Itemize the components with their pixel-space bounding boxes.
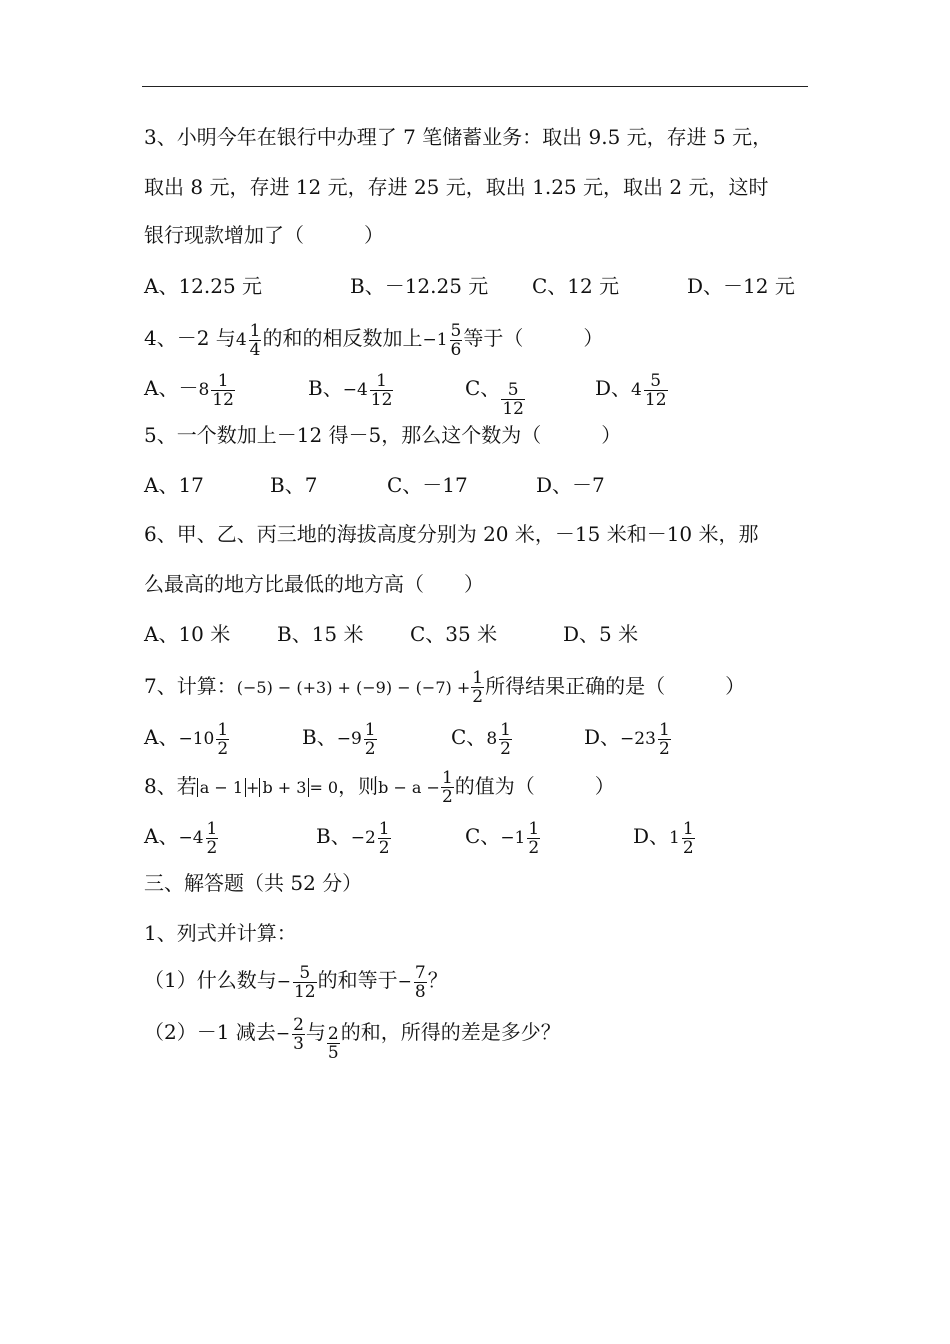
s1-p2-f1-den: 3 bbox=[293, 1033, 304, 1054]
q7-prefix: 7、计算： bbox=[144, 674, 237, 698]
s1-p1-f1-num: 5 bbox=[299, 962, 311, 983]
q8-option-d-whole: 1 bbox=[669, 828, 680, 848]
q3-line3: 银行现款增加了（ ） bbox=[144, 223, 384, 247]
s1-p1-f2-num: 7 bbox=[414, 962, 426, 983]
s1-part-2 bbox=[144, 1012, 561, 1062]
q6-line2: 么最高的地方比最低的地方高（ ） bbox=[144, 572, 484, 596]
q6-line1: 6、甲、乙、丙三地的海拔高度分别为 20 米，－15 米和－10 米，那 bbox=[144, 522, 759, 546]
q8-then: ，则 bbox=[338, 774, 379, 798]
q8-stem bbox=[144, 766, 615, 808]
q4-mixed-1-num: 1 bbox=[249, 320, 261, 341]
q4-option-c-den: 12 bbox=[502, 399, 524, 419]
q7-option-a bbox=[144, 717, 230, 759]
q8-option-a-num: 1 bbox=[206, 818, 218, 839]
q8-suffix: 的值为（ ） bbox=[454, 774, 615, 798]
q4-option-d bbox=[595, 368, 669, 410]
q5-stem: 5、一个数加上－12 得－5，那么这个数为（ ） bbox=[144, 423, 622, 447]
q7-fraction bbox=[471, 669, 484, 706]
s1-p2-suffix: 的和，所得的差是多少？ bbox=[340, 1020, 561, 1044]
q7-option-d-whole: −23 bbox=[620, 729, 656, 749]
q8-option-c bbox=[465, 816, 541, 858]
q3-line2: 取出 8 元，存进 12 元，存进 25 元，取出 1.25 元，取出 2 元，这时 bbox=[144, 175, 769, 199]
q7-option-b bbox=[302, 717, 378, 759]
q7-option-a-num: 1 bbox=[217, 719, 229, 740]
s1-p2-f1-num: 2 bbox=[293, 1014, 304, 1035]
q4-option-b-den: 12 bbox=[370, 389, 393, 410]
q8-option-b-label: B、 bbox=[316, 824, 351, 848]
q3-option-b: B、－12.25 元 bbox=[350, 274, 489, 298]
q7-option-b-den: 2 bbox=[364, 738, 376, 759]
q7-option-d-den: 2 bbox=[658, 738, 670, 759]
q8-abs-1: a − 1 bbox=[197, 778, 246, 797]
q6-option-c: C、35 米 bbox=[410, 622, 498, 646]
q8-option-a bbox=[144, 816, 219, 858]
q4-option-a-num: 1 bbox=[217, 370, 229, 391]
q7-option-c-whole: 8 bbox=[486, 729, 498, 749]
q5-option-a: A、17 bbox=[144, 473, 204, 497]
q4-mixed-2-whole: −1 bbox=[422, 330, 448, 350]
q3-line1: 3、小明今年在银行中办理了 7 笔储蓄业务：取出 9.5 元，存进 5 元， bbox=[144, 125, 773, 149]
q7-stem bbox=[144, 666, 745, 708]
q7-option-b-label: B、 bbox=[302, 725, 337, 749]
q4-mixed-2-den: 6 bbox=[450, 339, 462, 360]
q8-fraction bbox=[441, 769, 454, 806]
q7-option-d bbox=[584, 717, 672, 759]
q7-option-d-label: D、 bbox=[584, 725, 621, 749]
q7-frac-den: 2 bbox=[472, 687, 484, 707]
q6-option-b: B、15 米 bbox=[277, 622, 364, 646]
q7-option-c-den: 2 bbox=[500, 738, 511, 759]
q4-mixed-2-num: 5 bbox=[450, 320, 462, 341]
s1-p2-frac-1 bbox=[276, 1014, 306, 1054]
s1-p2-frac-2 bbox=[326, 1025, 341, 1062]
q3-option-d: D、－12 元 bbox=[687, 274, 795, 298]
q4-mixed-1-den: 4 bbox=[249, 339, 261, 360]
q7-option-a-whole: −10 bbox=[178, 729, 215, 749]
q7-option-b-num: 1 bbox=[364, 719, 376, 740]
q4-mixed-1-whole: 4 bbox=[235, 330, 247, 350]
q8-option-b-den: 2 bbox=[378, 837, 390, 858]
q7-expression: (−5) − (+3) + (−9) − (−7) + bbox=[236, 678, 471, 697]
q8-plus: + bbox=[246, 778, 260, 797]
s1-p1-f2-den: 8 bbox=[414, 981, 426, 1002]
q8-option-c-den: 2 bbox=[528, 837, 540, 858]
header-rule bbox=[142, 86, 808, 87]
q8-frac-den: 2 bbox=[441, 787, 453, 807]
q8-option-b-whole: −2 bbox=[350, 828, 376, 848]
q8-option-c-num: 1 bbox=[528, 818, 540, 839]
q7-option-a-den: 2 bbox=[217, 738, 229, 759]
q7-frac-num: 1 bbox=[472, 668, 484, 688]
q4-option-b-whole: −4 bbox=[342, 380, 368, 400]
q8-option-a-whole: −4 bbox=[178, 828, 204, 848]
q4-option-d-whole: 4 bbox=[631, 380, 642, 400]
q4-option-c bbox=[465, 368, 526, 418]
s1-p2-f2-den: 5 bbox=[327, 1043, 339, 1063]
q8-option-a-label: A、 bbox=[144, 824, 179, 848]
q8-frac-num: 1 bbox=[441, 768, 453, 788]
q7-option-c-num: 1 bbox=[500, 719, 511, 740]
s1-p1-f1-sign: − bbox=[276, 972, 291, 992]
q8-option-d-label: D、 bbox=[633, 824, 670, 848]
s1-p2-f2-num: 2 bbox=[327, 1024, 339, 1044]
q8-option-b-num: 1 bbox=[378, 818, 390, 839]
q4-option-a-den: 12 bbox=[212, 389, 234, 410]
q4-option-b bbox=[308, 368, 394, 410]
s1-p2-prefix: （2）－1 减去 bbox=[144, 1020, 276, 1044]
s1-p1-frac-1 bbox=[277, 962, 318, 1002]
q8-option-c-label: C、 bbox=[465, 824, 501, 848]
q8-option-d-num: 1 bbox=[682, 818, 694, 839]
q8-prefix: 8、若 bbox=[144, 774, 197, 798]
q4-option-d-num: 5 bbox=[650, 370, 662, 391]
q3-option-c: C、12 元 bbox=[532, 274, 620, 298]
q8-eq: = 0 bbox=[309, 778, 339, 797]
s1-p1-f1-den: 12 bbox=[293, 981, 316, 1002]
q4-prefix: 4、－2 与 bbox=[144, 326, 236, 350]
q4-mixed-1 bbox=[236, 320, 263, 360]
q8-expression: b − a − bbox=[378, 778, 440, 797]
q4-option-c-label: C、 bbox=[465, 376, 501, 400]
q4-mid: 的和的相反数加上 bbox=[262, 326, 423, 350]
q8-option-a-den: 2 bbox=[206, 837, 218, 858]
q7-option-d-num: 1 bbox=[658, 719, 670, 740]
q6-option-a: A、10 米 bbox=[144, 622, 231, 646]
s1-p1-mid: 的和等于 bbox=[317, 968, 398, 992]
q8-abs-2: b + 3 bbox=[259, 778, 309, 797]
section-3-heading: 三、解答题（共 52 分） bbox=[144, 871, 363, 895]
s1-p1-f2-sign: − bbox=[397, 972, 412, 992]
s1-title: 1、列式并计算： bbox=[144, 921, 297, 945]
s1-p1-frac-2 bbox=[398, 962, 428, 1002]
s1-p1-suffix: ？ bbox=[427, 968, 448, 992]
q6-option-d: D、5 米 bbox=[563, 622, 639, 646]
q4-suffix: 等于（ ） bbox=[463, 326, 604, 350]
q5-option-c: C、－17 bbox=[387, 473, 468, 497]
q5-option-d: D、－7 bbox=[536, 473, 605, 497]
q4-option-a-whole: 8 bbox=[198, 380, 210, 400]
s1-p2-mid: 与 bbox=[305, 1020, 326, 1044]
q4-option-d-label: D、 bbox=[595, 376, 632, 400]
q3-option-a: A、12.25 元 bbox=[144, 274, 263, 298]
s1-part-1 bbox=[144, 960, 448, 1002]
q4-option-c-num: 5 bbox=[507, 380, 519, 400]
q7-option-b-whole: −9 bbox=[336, 729, 362, 749]
q4-mixed-2 bbox=[422, 320, 463, 360]
s1-p2-f1-sign: − bbox=[275, 1024, 291, 1044]
q4-option-a bbox=[144, 368, 236, 410]
q7-option-c bbox=[451, 717, 513, 759]
q4-option-d-den: 12 bbox=[644, 389, 667, 410]
q8-option-d-den: 2 bbox=[682, 837, 694, 858]
q5-option-b: B、7 bbox=[270, 473, 318, 497]
q7-option-a-label: A、 bbox=[144, 725, 179, 749]
q7-option-c-label: C、 bbox=[451, 725, 487, 749]
s1-p1-prefix: （1）什么数与 bbox=[144, 968, 277, 992]
q8-option-b bbox=[316, 816, 392, 858]
q4-option-b-label: B、 bbox=[308, 376, 343, 400]
q4-stem bbox=[144, 318, 603, 360]
q7-suffix: 所得结果正确的是（ ） bbox=[485, 674, 746, 698]
q8-option-c-whole: −1 bbox=[500, 828, 526, 848]
q4-option-b-num: 1 bbox=[376, 370, 387, 391]
q4-option-a-label: A、－ bbox=[144, 376, 199, 400]
q8-option-d bbox=[633, 816, 696, 858]
